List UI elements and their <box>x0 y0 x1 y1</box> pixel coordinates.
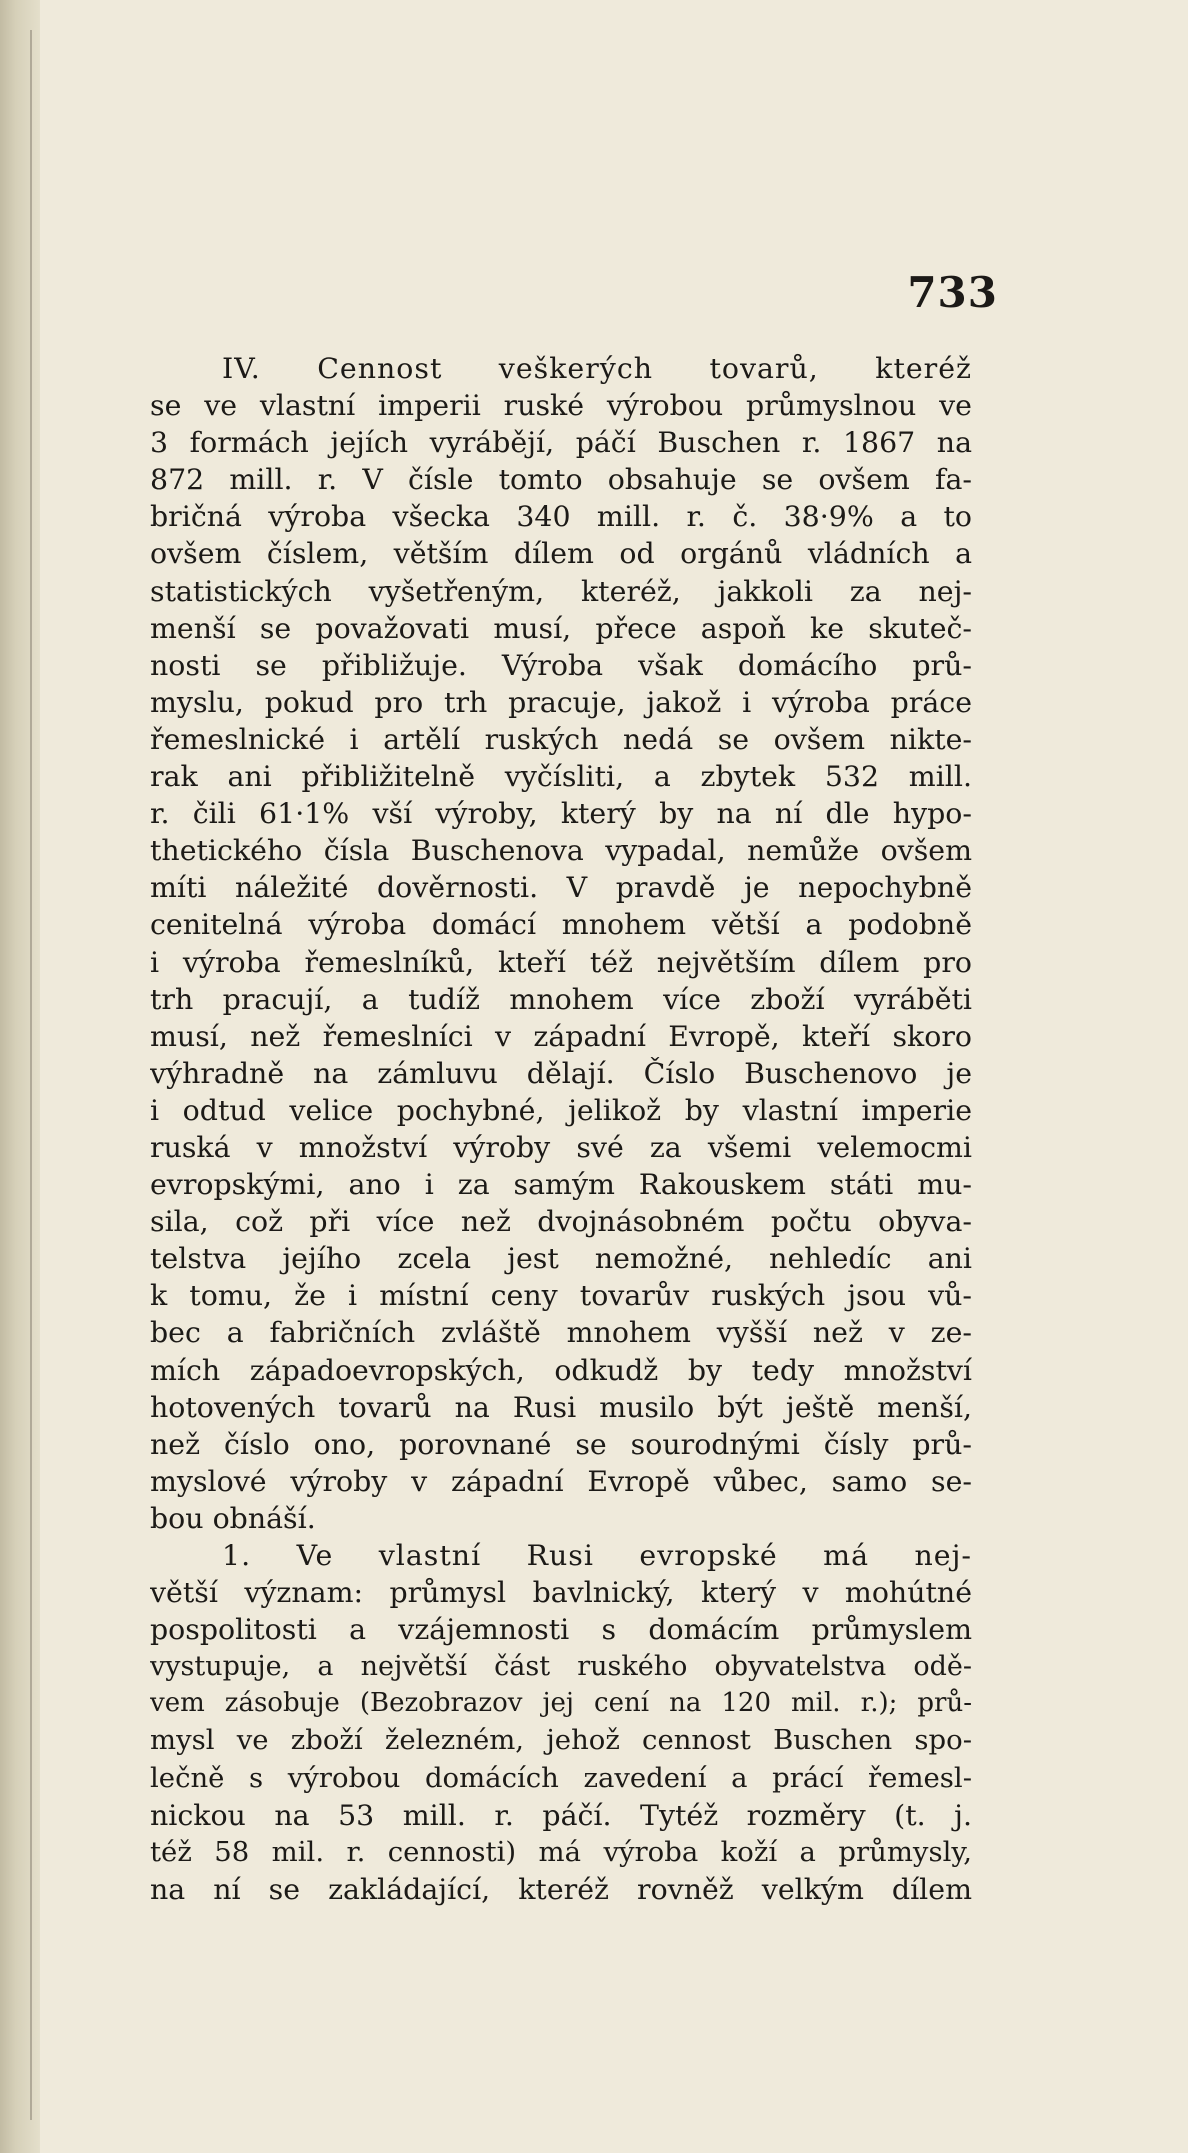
text-line: menší se považovati musí, přece aspoň ke skuteč- <box>150 611 972 645</box>
text-line: statistických vyšetřeným, kteréž, jakkoli za nej- <box>150 574 972 608</box>
text-line: ovšem číslem, větším dílem od orgánů vládních a <box>150 537 972 571</box>
text-line: než číslo ono, porovnané se sourodnými čísly prů- <box>150 1427 972 1461</box>
text-line: nosti se přibližuje. Výroba však domácího prů- <box>150 648 972 682</box>
text-line: musí, než řemeslníci v západní Evropě, kteří skoro <box>150 1019 972 1053</box>
text-line: evropskými, ano i za samým Rakouskem státi mu- <box>150 1168 972 1202</box>
text-line: myslu, pokud pro trh pracuje, jakož i výroba práce <box>150 685 972 719</box>
text-line: nickou na 53 mill. r. páčí. Tytéž rozměry (t. j. <box>150 1798 972 1832</box>
text-line: ruská v množství výroby své za všemi velemocmi <box>150 1130 972 1164</box>
text-line: lečně s výrobou domácích zavedení a prácí řemesl- <box>150 1761 972 1794</box>
text-line: hotovených tovarů na Rusi musilo být ještě menší, <box>150 1390 972 1424</box>
text-line: bec a fabričních zvláště mnohem vyšší než v ze- <box>150 1316 972 1350</box>
text-line: 1. Ve vlastní Rusi evropské má nej- <box>222 1539 972 1572</box>
text-line: bričná výroba všecka 340 mill. r. č. 38·9% a to <box>150 500 972 534</box>
text-line: 872 mill. r. V čísle tomto obsahuje se ovšem fa- <box>150 463 972 497</box>
text-line: vem zásobuje (Bezobrazov jej cení na 120 mil. r.); prů- <box>150 1688 972 1719</box>
text-line: rak ani přibližitelně vyčísliti, a zbytek 532 mill. <box>150 760 972 794</box>
text-line: mích západoevropských, odkudž by tedy množství <box>150 1353 972 1387</box>
text-line: sila, což při více než dvojnásobném počtu obyva- <box>150 1205 972 1239</box>
text-line: cenitelná výroba domácí mnohem větší a podobně <box>150 908 972 942</box>
text-line: výhradně na zámluvu dělají. Číslo Buschenovo je <box>150 1056 972 1090</box>
text-line: telstva jejího zcela jest nemožné, nehledíc ani <box>150 1242 972 1276</box>
text-line: též 58 mil. r. cennosti) má výroba koží a průmysly, <box>150 1835 972 1868</box>
page-number: 733 <box>907 268 998 317</box>
text-line: bou obnáší. <box>150 1501 316 1535</box>
text-line: se ve vlastní imperii ruské výrobou průmyslnou ve <box>150 389 972 423</box>
text-line: vystupuje, a největší část ruského obyvatelstva odě- <box>150 1651 972 1683</box>
text-line: i výroba řemeslníků, kteří též největším dílem pro <box>150 945 972 979</box>
text-line: IV. Cennost veškerých tovarů, kteréž <box>222 352 972 385</box>
text-line: míti náležité dověrnosti. V pravdě je nepochybně <box>150 871 972 905</box>
book-spine <box>0 0 40 2153</box>
text-line: myslové výroby v západní Evropě vůbec, samo se- <box>150 1464 972 1498</box>
text-line: řemeslnické i artělí ruských nedá se ovšem nikte- <box>150 722 972 756</box>
text-line: větší význam: průmysl bavlnický, který v mohútné <box>150 1576 972 1610</box>
text-line: pospolitosti a vzájemnosti s domácím průmyslem <box>150 1613 972 1647</box>
text-line: thetického čísla Buschenova vypadal, nemůže ovšem <box>150 834 972 868</box>
text-line: 3 formách jejích vyrábějí, páčí Buschen r. 1867 na <box>150 426 972 460</box>
text-line: k tomu, že i místní ceny tovarův ruských jsou vů- <box>150 1279 972 1313</box>
text-line: i odtud velice pochybné, jelikož by vlastní imperie <box>150 1093 972 1127</box>
text-line: mysl ve zboží železném, jehož cennost Buschen spo- <box>150 1724 972 1757</box>
body-text <box>150 350 972 1908</box>
text-line: na ní se zakládající, kteréž rovněž velkým dílem <box>150 1872 972 1906</box>
text-line: r. čili 61·1% vší výroby, který by na ní dle hypo- <box>150 797 972 831</box>
gutter-line <box>30 30 32 2120</box>
book-page <box>40 0 1188 2153</box>
text-line: trh pracují, a tudíž mnohem více zboží vyráběti <box>150 982 972 1016</box>
